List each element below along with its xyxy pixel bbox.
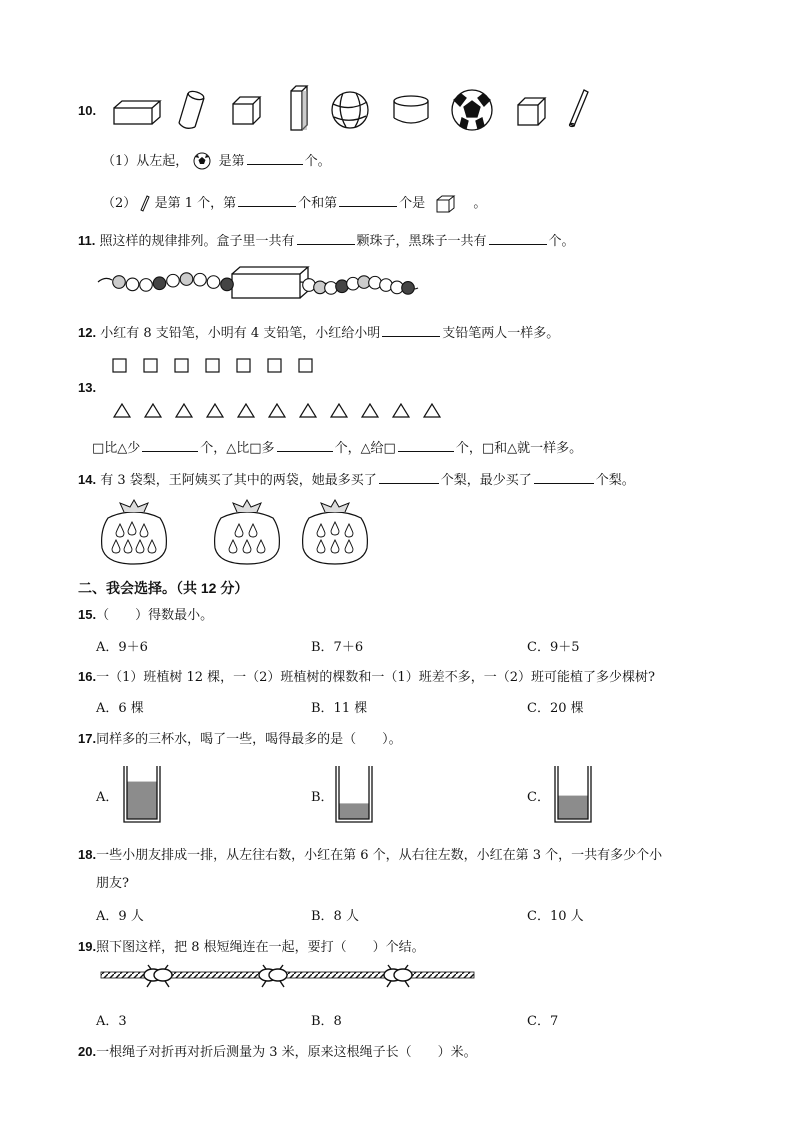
q13-question: □比△少 个，△比□多 个，△给□ 个，□和△就一样多。	[92, 441, 583, 456]
pear-bag-icon	[215, 500, 280, 564]
knotted-rope-figure	[0, 962, 794, 992]
answer-blank[interactable]	[238, 194, 296, 207]
prism-icon	[291, 86, 307, 130]
bead-string-figure	[0, 260, 794, 310]
q18-question: 18.一些小朋友排成一排，从左往右数，小红在第 6 个，从右往左数，小红在第 3 个，一共有多少个小	[78, 847, 663, 863]
bead-icon	[369, 276, 382, 289]
bead-icon	[380, 279, 393, 292]
q10-number: 10.	[78, 103, 97, 118]
bead-icon	[303, 279, 316, 292]
answer-blank[interactable]	[339, 194, 397, 207]
q17-question: 17.同样多的三杯水，喝了一些，喝得最多的是（ ）。	[78, 731, 402, 747]
cube-icon	[435, 194, 457, 214]
triangle-icon	[300, 404, 316, 417]
bead-icon	[126, 278, 139, 291]
bead-icon	[194, 273, 207, 286]
soccer-ball-icon	[452, 90, 492, 130]
bead-icon	[402, 282, 415, 295]
triangles-row	[0, 400, 794, 422]
triangle-icon	[176, 404, 192, 417]
triangle-icon	[145, 404, 161, 417]
water-cups-figure	[0, 762, 794, 826]
water-fill	[127, 782, 157, 819]
pear-bag-icon	[102, 500, 167, 564]
bead-icon	[140, 279, 153, 292]
cube-icon	[233, 97, 260, 124]
square-icon	[175, 359, 188, 372]
bead-icon	[207, 276, 220, 289]
pear-bag-icon	[303, 500, 368, 564]
basketball-icon	[332, 92, 368, 128]
q19-question: 19.照下图这样，把 8 根短绳连在一起，要打（ ）个结。	[78, 939, 425, 955]
answer-blank[interactable]	[277, 439, 333, 452]
bead-icon	[167, 274, 180, 287]
option-b[interactable]: B．8 人	[311, 909, 359, 924]
bead-icon	[221, 278, 234, 291]
option-b[interactable]: B．8	[311, 1014, 342, 1029]
square-icon	[299, 359, 312, 372]
answer-blank[interactable]	[534, 471, 594, 484]
square-icon	[237, 359, 250, 372]
triangle-icon	[331, 404, 347, 417]
pencil-icon	[570, 90, 589, 127]
knot-icon	[384, 965, 412, 987]
water-cup-icon	[124, 766, 160, 822]
water-cup-icon	[336, 766, 372, 822]
option-c[interactable]: C．10 人	[527, 909, 584, 924]
q11-question: 11. 照这样的规律排列。盒子里一共有 颗珠子，黑珠子一共有 个。	[78, 233, 575, 249]
triangle-icon	[362, 404, 378, 417]
box-icon	[232, 267, 308, 298]
section-heading: 二、我会选择。（共 12 分）	[78, 580, 249, 596]
option-c[interactable]: C．	[527, 790, 550, 805]
option-a[interactable]: A．3	[96, 1014, 127, 1029]
water-fill	[558, 796, 588, 819]
option-a[interactable]: A．9＋6	[96, 640, 148, 655]
q10-sub2: （2） 是第 1 个，第 个和第 个是 。	[102, 192, 486, 214]
answer-blank[interactable]	[398, 439, 454, 452]
option-a[interactable]: A．	[96, 790, 119, 805]
q18-question-cont: 朋友?	[96, 876, 129, 891]
answer-blank[interactable]	[297, 232, 355, 245]
option-b[interactable]: B．	[311, 790, 334, 805]
knot-icon	[144, 965, 172, 987]
triangle-icon	[238, 404, 254, 417]
option-c[interactable]: C．9＋5	[527, 640, 580, 655]
bead-icon	[113, 276, 126, 289]
q10-shapes	[0, 0, 794, 140]
option-c[interactable]: C．20 棵	[527, 701, 584, 716]
q13-number: 13.	[78, 380, 97, 395]
triangle-icon	[207, 404, 223, 417]
square-icon	[268, 359, 281, 372]
square-icon	[113, 359, 126, 372]
triangle-icon	[114, 404, 130, 417]
squares-row	[0, 354, 794, 378]
triangle-icon	[393, 404, 409, 417]
triangle-icon	[269, 404, 285, 417]
option-a[interactable]: A．9 人	[96, 909, 144, 924]
water-cup-icon	[555, 766, 591, 822]
q15-question: 15.（ ）得数最小。	[78, 607, 214, 623]
option-b[interactable]: B．7＋6	[311, 640, 364, 655]
answer-blank[interactable]	[247, 152, 303, 165]
pear-bags-figure	[0, 498, 794, 570]
square-icon	[206, 359, 219, 372]
triangle-icon	[424, 404, 440, 417]
q16-question: 16.一（1）班植树 12 棵，一（2）班植树的棵数和一（1）班差不多，一（2）班可能植了多少棵树?	[78, 669, 655, 685]
q14-question: 14. 有 3 袋梨，王阿姨买了其中的两袋，她最多买了 个梨，最少买了 个梨。	[78, 472, 635, 488]
cuboid-icon	[114, 101, 160, 124]
option-a[interactable]: A．6 棵	[96, 701, 144, 716]
q10-sub1: （1）从左起， 是第 个。	[102, 150, 331, 172]
answer-blank[interactable]	[489, 232, 547, 245]
pencil-icon	[140, 195, 150, 213]
short-cylinder-icon	[394, 96, 428, 123]
soccer-ball-icon	[192, 152, 214, 172]
option-c[interactable]: C．7	[527, 1014, 559, 1029]
q20-question: 20.一根绳子对折再对折后测量为 3 米，原来这根绳子长（ ）米。	[78, 1044, 477, 1060]
cube-icon	[518, 98, 545, 125]
q12-question: 12. 小红有 8 支铅笔，小明有 4 支铅笔，小红给小明 支铅笔两人一样多。	[78, 325, 560, 341]
cylinder-icon	[179, 90, 205, 129]
option-b[interactable]: B．11 棵	[311, 701, 368, 716]
answer-blank[interactable]	[379, 471, 439, 484]
knot-icon	[259, 965, 287, 987]
water-fill	[339, 803, 369, 819]
bead-icon	[180, 273, 193, 286]
square-icon	[144, 359, 157, 372]
answer-blank[interactable]	[382, 324, 440, 337]
answer-blank[interactable]	[142, 439, 198, 452]
bead-icon	[153, 277, 166, 290]
